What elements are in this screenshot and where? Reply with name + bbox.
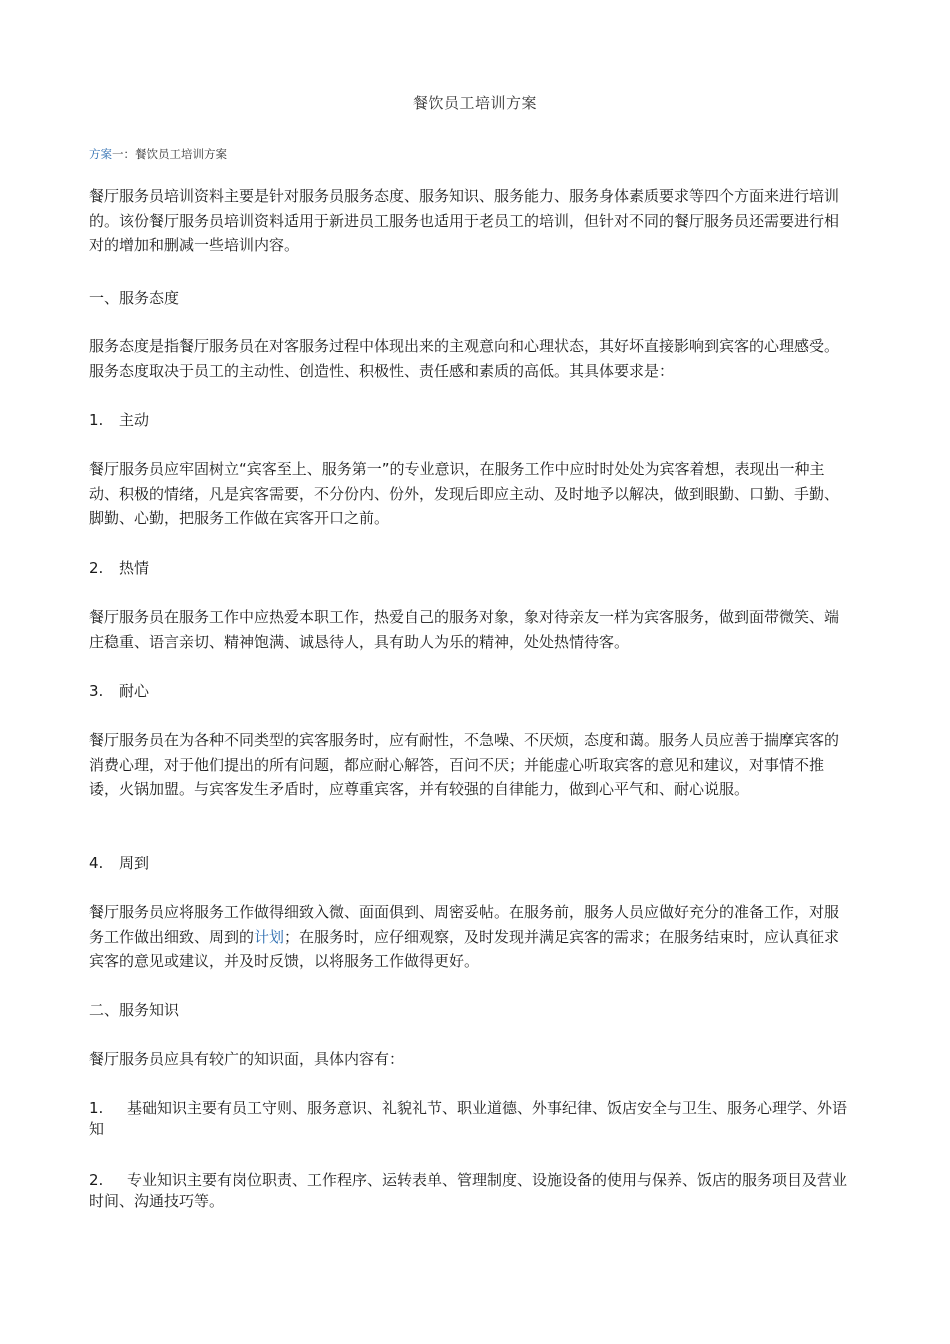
item-label: 主动 xyxy=(119,411,150,429)
knowledge-item-basic xyxy=(89,1098,851,1140)
item-heading-initiative xyxy=(89,408,149,432)
warmth-paragraph: 餐厅服务员在服务工作中应热爱本职工作，热爱自己的服务对象，象对待亲友一样为宾客服务，做到面带微笑、端庄稳重、语言亲切、精神饱满、诚恳待人，具有助人为乐的精神，处处热情待客。 xyxy=(89,608,840,651)
attitude-paragraph: 服务态度是指餐厅服务员在对客服务过程中体现出来的主观意向和心理状态，其好坏直接影响到宾客的心理感受。服务态度取决于员工的主动性、创造性、积极性、责任感和素质的高低。其具体要求是： xyxy=(89,337,840,380)
item-number: 2. xyxy=(89,559,104,577)
item-label: 周到 xyxy=(119,854,150,872)
paragraph-text: 餐厅服务员应将服务工作做得细致入微、面面俱到、周密妥帖。在服务前，服务人员应做好充分的准备工作，对服务工作做出细致、周到的 xyxy=(89,903,840,946)
section-heading-attitude: 一、服务态度 xyxy=(89,289,180,307)
item-text: 基础知识主要有员工守则、服务意识、礼貌礼节、职业道德、外事纪律、饭店安全与卫生、服务心理学、外语知 xyxy=(89,1099,848,1138)
item-heading-patience xyxy=(89,679,149,703)
paragraph-text: ；在服务时，应仔细观察，及时发现并满足宾客的需求；在服务结束时，应认真征求宾客的意见或建议，并及时反馈，以将服务工作做得更好。 xyxy=(89,927,840,970)
knowledge-paragraph: 餐厅服务员应具有较广的知识面，具体内容有： xyxy=(89,1050,405,1068)
item-label: 耐心 xyxy=(119,682,150,700)
document-title: 餐饮员工培训方案 xyxy=(412,94,537,112)
item-label: 热情 xyxy=(119,559,150,577)
item-number: 3. xyxy=(89,682,104,700)
item-number: 2. xyxy=(89,1171,104,1189)
thoroughness-paragraph xyxy=(89,900,851,974)
initiative-paragraph: 餐厅服务员应牢固树立“宾客至上、服务第一”的专业意识，在服务工作中应时时处处为宾客着想，表现出一种主动、积极的情绪，凡是宾客需要，不分份内、份外，发现后即应主动、及时地予以解决，做到眼勤、口勤、手勤、脚勤、心勤，把服务工作做在宾客开口之前。 xyxy=(89,460,840,527)
plan-link[interactable]: 计划 xyxy=(254,927,285,946)
item-number: 1. xyxy=(89,411,104,429)
intro-paragraph: 餐厅服务员培训资料主要是针对服务员服务态度、服务知识、服务能力、服务身体素质要求等四个方面来进行培训的。该份餐厅服务员培训资料适用于新进员工服务也适用于老员工的培训，但针对不同的餐厅服务员还需要进行相对的增加和删减一些培训内容。 xyxy=(89,187,840,254)
item-text: 专业知识主要有岗位职责、工作程序、运转表单、管理制度、设施设备的使用与保养、饭店的服务项目及营业时间、沟通技巧等。 xyxy=(89,1171,848,1210)
document-subtitle xyxy=(89,146,227,162)
item-number: 1. xyxy=(89,1099,104,1117)
scheme-link[interactable]: 方案 xyxy=(89,147,112,161)
subtitle-text: 一：餐饮员工培训方案 xyxy=(112,147,227,161)
knowledge-item-professional xyxy=(89,1170,851,1212)
item-heading-warmth xyxy=(89,556,149,580)
item-heading-thoroughness xyxy=(89,851,149,875)
item-number: 4. xyxy=(89,854,104,872)
patience-paragraph: 餐厅服务员在为各种不同类型的宾客服务时，应有耐性，不急噪、不厌烦，态度和蔼。服务人员应善于揣摩宾客的消费心理，对于他们提出的所有问题，都应耐心解答，百问不厌；并能虚心听取宾客的意见和建议，对事情不推诿，火锅加盟。与宾客发生矛盾时，应尊重宾客，并有较强的自律能力，做到心平气和、耐心说服。 xyxy=(89,731,840,798)
section-heading-knowledge: 二、服务知识 xyxy=(89,1001,180,1019)
